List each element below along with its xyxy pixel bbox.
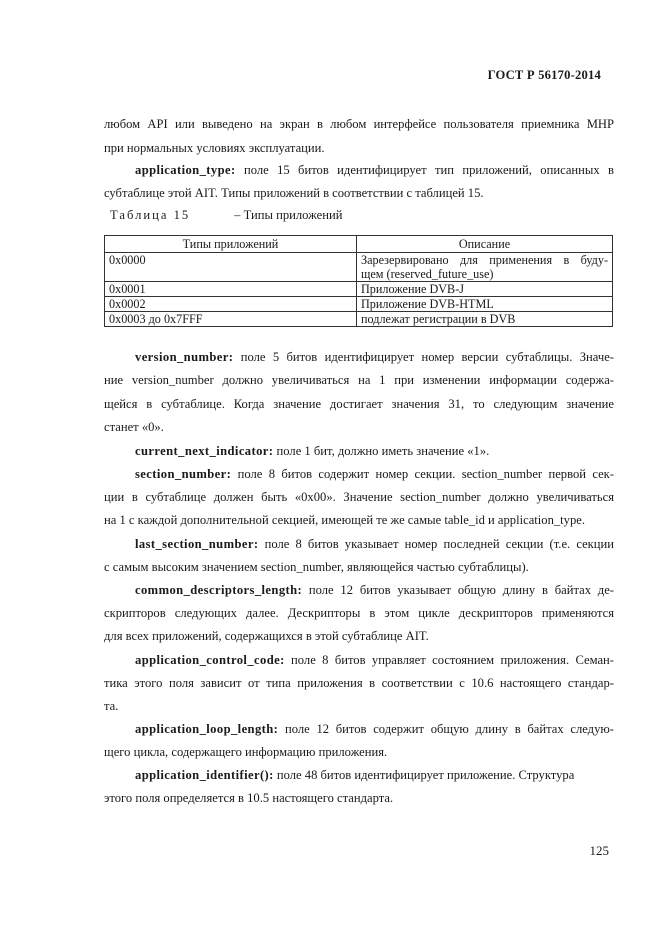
term-version-number: version_number: xyxy=(135,350,234,364)
loop-length-line-2: щего цикла, содержащего информацию приложения. xyxy=(104,745,388,759)
current-next-paragraph xyxy=(135,443,614,459)
control-code-line-2: тика этого поля зависит от типа приложения в соответствии с 10.6 настоящего стандар- xyxy=(104,676,614,690)
type-cell: 0x0002 xyxy=(105,297,357,312)
app-type-text: поле 15 битов идентифицирует тип приложений, описанных в xyxy=(235,163,614,177)
term-application-identifier: application_identifier(): xyxy=(135,768,274,782)
identifier-paragraph xyxy=(135,767,614,783)
identifier-line-2: этого поля определяется в 10.5 настоящего стандарта. xyxy=(104,791,394,805)
current-next-text: поле 1 бит, должно иметь значение «1». xyxy=(273,444,490,458)
section-paragraph xyxy=(135,466,614,482)
common-descriptors-paragraph xyxy=(135,582,614,598)
loop-length-paragraph xyxy=(135,721,614,737)
identifier-text: поле 48 битов идентифицирует приложение. Структура xyxy=(273,768,575,782)
description-cell xyxy=(357,253,613,282)
common-descriptors-text: поле 12 битов указывает общую длину в байтах де- xyxy=(302,583,614,597)
table-row xyxy=(105,282,613,297)
section-line-2: ции в субтаблице должен быть «0x00». Значение section_number должно увеличиваться xyxy=(104,490,614,504)
loop-length-text: поле 12 битов содержит общую длину в байтах следую- xyxy=(278,722,614,736)
term-section-number: section_number: xyxy=(135,467,232,481)
control-code-paragraph xyxy=(135,652,614,668)
control-code-text: поле 8 битов управляет состоянием приложения. Семан- xyxy=(284,653,614,667)
common-descriptors-line-3: для всех приложений, содержащихся в этой субтаблице AIT. xyxy=(104,629,429,643)
common-descriptors-line-2: скрипторов следующих далее. Дескрипторы в этом цикле дескрипторов применяются xyxy=(104,606,614,620)
version-line-4: станет «0». xyxy=(104,420,164,434)
last-section-line-2: с самым высоким значением section_number, являющейся частью субтаблицы). xyxy=(104,560,529,574)
version-paragraph xyxy=(135,349,614,365)
app-type-line-2: субтаблице этой AIT. Типы приложений в соответствии с таблицей 15. xyxy=(104,186,484,200)
version-text: поле 5 битов идентифицирует номер версии субтаблицы. Значе- xyxy=(233,350,614,364)
app-type-paragraph xyxy=(135,162,614,178)
intro-line-1: любом API или выведено на экран в любом интерфейсе пользователя приемника МНР xyxy=(104,117,614,131)
last-section-paragraph xyxy=(135,536,614,552)
type-cell: 0x0001 xyxy=(105,282,357,297)
page-number: 125 xyxy=(589,843,609,858)
document-header: ГОСТ Р 56170-2014 xyxy=(487,68,601,82)
column-header-types: Типы приложений xyxy=(105,236,357,253)
table-row xyxy=(105,253,613,282)
control-code-line-3: та. xyxy=(104,699,119,713)
version-line-2: ние version_number должно увеличиваться на 1 при изменении информации содержа- xyxy=(104,373,614,387)
last-section-text: поле 8 битов указывает номер последней секции (т.е. секции xyxy=(258,537,614,551)
table-caption-title: – Типы приложений xyxy=(234,208,343,222)
intro-line-2: при нормальных условиях эксплуатации. xyxy=(104,141,325,155)
table-caption-label: Таблица 15 xyxy=(110,208,191,222)
section-line-3: на 1 с каждой дополнительной секцией, имеющей те же самые table_id и application_type. xyxy=(104,513,585,527)
term-last-section-number: last_section_number: xyxy=(135,537,259,551)
description-cell: Приложение DVB-J xyxy=(357,282,613,297)
version-line-3: щейся в субтаблице. Когда значение достигает значения 31, то следующим значение xyxy=(104,397,614,411)
table-row xyxy=(105,312,613,327)
description-line: Зарезервировано для применения в буду- xyxy=(361,253,608,267)
application-types-table xyxy=(104,235,613,327)
term-common-descriptors-length: common_descriptors_length: xyxy=(135,583,303,597)
term-application-type: application_type: xyxy=(135,163,236,177)
description-line: щем (reserved_future_use) xyxy=(361,267,494,281)
description-cell: Приложение DVB-HTML xyxy=(357,297,613,312)
section-text: поле 8 битов содержит номер секции. section_number первой сек- xyxy=(231,467,614,481)
description-cell: подлежат регистрации в DVB xyxy=(357,312,613,327)
table-header-row xyxy=(105,236,613,253)
term-application-control-code: application_control_code: xyxy=(135,653,285,667)
type-cell: 0x0003 до 0x7FFF xyxy=(105,312,357,327)
term-application-loop-length: application_loop_length: xyxy=(135,722,279,736)
table-row xyxy=(105,297,613,312)
table-caption xyxy=(110,208,342,223)
column-header-description: Описание xyxy=(357,236,613,253)
type-cell: 0x0000 xyxy=(105,253,357,282)
term-current-next-indicator: current_next_indicator: xyxy=(135,444,274,458)
